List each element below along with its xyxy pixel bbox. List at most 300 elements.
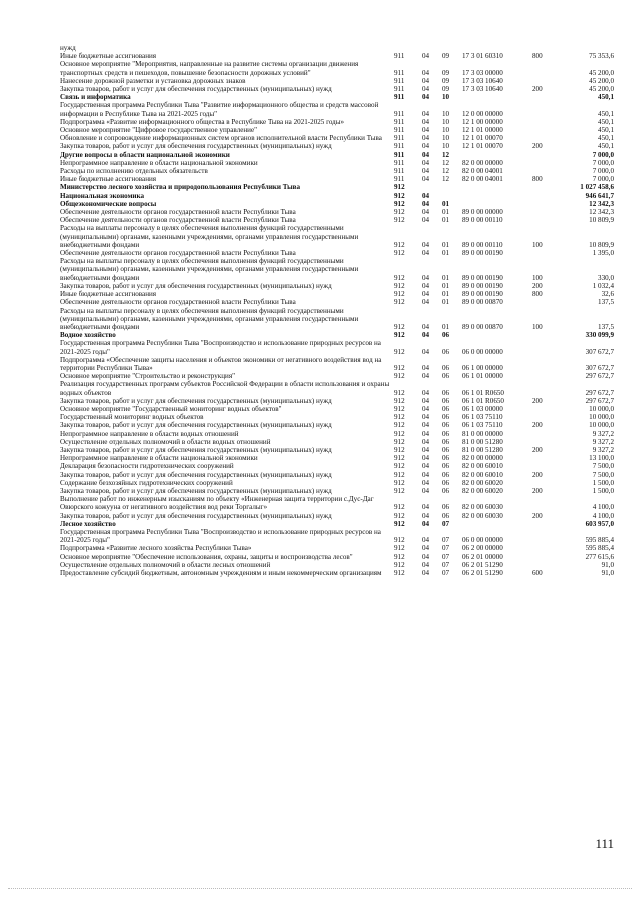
row-section: [422, 44, 442, 52]
row-grbs: 912: [394, 536, 405, 545]
row-section: 04: [422, 560, 430, 569]
row-grbs: 911: [394, 142, 405, 151]
row-expense-type: 200: [532, 142, 543, 151]
row-expense-type: [532, 44, 564, 52]
row-expense-type: [532, 356, 564, 372]
row-amount: 45 200,0: [589, 76, 614, 85]
row-amount: 7 500,0: [592, 470, 614, 479]
row-expense-type: [532, 249, 564, 257]
table-row: [60, 479, 614, 487]
row-section: 04: [422, 199, 430, 208]
row-subsection: 06: [442, 372, 450, 381]
row-name: Обеспечение деятельности органов государственной власти Республики Тыва: [60, 249, 296, 258]
row-amount: 137,5: [598, 322, 614, 331]
table-row: [60, 380, 614, 396]
row-name: нужд: [60, 44, 76, 52]
row-section: 04: [422, 331, 430, 340]
row-target-item: [462, 200, 532, 208]
row-grbs: 911: [394, 117, 405, 126]
row-amount: 330 099,9: [585, 331, 614, 340]
row-target-item: 17 3 03 10640: [462, 76, 503, 85]
row-amount: 450,1: [598, 109, 614, 118]
row-grbs: 912: [394, 421, 405, 430]
row-section: 04: [422, 519, 430, 528]
row-name: Непрограммное направление в области национальной экономики: [60, 454, 258, 463]
row-section: 04: [422, 175, 430, 184]
row-amount: 297 672,7: [585, 388, 614, 397]
table-row: [60, 52, 614, 60]
row-name: Обеспечение деятельности органов государственной власти Республики Тыва: [60, 298, 296, 307]
row-expense-type: [532, 454, 564, 462]
row-subsection: 09: [442, 85, 450, 94]
row-section: 04: [422, 322, 430, 331]
row-target-item: 12 1 01 00000: [462, 126, 503, 135]
row-target-item: [462, 520, 532, 528]
row-grbs: 912: [394, 347, 405, 356]
row-subsection: 06: [442, 503, 450, 512]
row-expense-type: 600: [532, 569, 543, 577]
row-expense-type: 200: [532, 486, 543, 495]
row-amount: 9 327,2: [592, 437, 614, 446]
row-grbs: 912: [394, 298, 405, 307]
table-row: [60, 446, 614, 454]
row-expense-type: [532, 528, 564, 544]
row-grbs: 912: [394, 249, 405, 258]
row-grbs: 912: [394, 486, 405, 495]
row-grbs: 912: [394, 503, 405, 512]
row-subsection: 06: [442, 396, 450, 405]
row-amount: 450,1: [598, 134, 614, 143]
row-target-item: [462, 151, 532, 159]
row-name: Обеспечение деятельности органов государственной власти Республики Тыва: [60, 216, 296, 225]
table-row: [60, 331, 614, 339]
row-target-item: [462, 44, 532, 52]
row-expense-type: [532, 93, 564, 101]
row-expense-type: 200: [532, 421, 543, 430]
row-amount: 10 000,0: [589, 413, 614, 422]
row-name: Основное мероприятие "Мероприятия, направленные на развитие системы организации движения транспортных средств и пешеходов, повышение безопасности дорожных условий": [60, 60, 359, 77]
row-subsection: 06: [442, 421, 450, 430]
row-section: 04: [422, 404, 430, 413]
row-target-item: 82 0 00 04001: [462, 167, 503, 176]
row-target-item: 89 0 00 00190: [462, 281, 503, 290]
row-section: 04: [422, 347, 430, 356]
row-expense-type: [532, 380, 564, 396]
table-row: [60, 44, 614, 52]
row-subsection: 06: [442, 429, 450, 438]
row-expense-type: [532, 200, 564, 208]
table-row: [60, 249, 614, 257]
row-subsection: 06: [442, 454, 450, 463]
row-amount: 450,1: [598, 142, 614, 151]
row-name: Другие вопросы в области национальной экономики: [60, 150, 230, 159]
row-section: 04: [422, 191, 430, 200]
row-amount: 4 100,0: [592, 503, 614, 512]
row-subsection: 07: [442, 519, 450, 528]
row-target-item: 82 0 00 60030: [462, 503, 503, 512]
row-name: Закупка товаров, работ и услуг для обеспечения государственных (муниципальных) нужд: [60, 511, 332, 520]
row-target-item: 06 1 01 R0650: [462, 388, 504, 397]
row-grbs: 911: [394, 175, 405, 184]
row-subsection: 06: [442, 347, 450, 356]
row-grbs: 911: [394, 52, 405, 61]
row-section: 04: [422, 511, 430, 520]
row-grbs: 911: [394, 109, 405, 118]
row-grbs: 911: [394, 167, 405, 176]
bottom-divider: [8, 888, 632, 889]
row-target-item: 89 0 00 00110: [462, 216, 503, 225]
row-name: Лесное хозяйство: [60, 519, 116, 528]
table-row: [60, 339, 614, 355]
row-amount: 4 100,0: [592, 511, 614, 520]
table-row: [60, 487, 614, 495]
row-subsection: 10: [442, 134, 450, 143]
row-amount: 91,0: [601, 569, 614, 577]
table-row: [60, 553, 614, 561]
row-target-item: 82 0 00 60020: [462, 478, 503, 487]
row-grbs: 912: [394, 437, 405, 446]
row-amount: 7 500,0: [592, 462, 614, 471]
row-section: 04: [422, 298, 430, 307]
row-name: Национальная экономика: [60, 191, 145, 200]
row-name: Нанесение дорожной разметки и установка дорожных знаков: [60, 76, 246, 85]
table-row: [60, 298, 614, 306]
table-row: [60, 471, 614, 479]
table-row: [60, 421, 614, 429]
row-subsection: 10: [442, 126, 450, 135]
row-section: 04: [422, 503, 430, 512]
row-name: Осуществление отдельных полномочий в области лесных отношений: [60, 560, 271, 569]
row-expense-type: [532, 167, 564, 175]
row-name: Государственная программа Республики Тыва "Развитие информационного общества и средств массовой информации в Республике Тыва на 2021-2025 годы": [60, 101, 379, 118]
table-row: [60, 93, 614, 101]
row-subsection: 06: [442, 486, 450, 495]
row-expense-type: [532, 60, 564, 76]
row-name: Иные бюджетные ассигнования: [60, 290, 157, 299]
table-row: [60, 200, 614, 208]
row-expense-type: [532, 77, 564, 85]
row-amount: 12 342,3: [589, 199, 614, 208]
row-section: 04: [422, 437, 430, 446]
row-target-item: 06 1 01 00000: [462, 372, 503, 381]
row-grbs: 911: [394, 158, 405, 167]
row-expense-type: 200: [532, 445, 543, 454]
row-target-item: 06 1 03 75110: [462, 413, 503, 422]
row-name: Осуществление отдельных полномочий в области водных отношений: [60, 437, 271, 446]
row-grbs: 912: [394, 199, 405, 208]
row-target-item: 89 0 00 00190: [462, 290, 503, 299]
row-target-item: 82 0 00 04001: [462, 175, 503, 184]
row-subsection: 06: [442, 404, 450, 413]
table-row: [60, 356, 614, 372]
row-name: Основное мероприятие "Обеспечение использования, охраны, защиты и воспроизводства лесов": [60, 552, 353, 561]
row-expense-type: 200: [532, 281, 543, 290]
row-section: 04: [422, 150, 430, 159]
row-amount: 9 327,2: [592, 429, 614, 438]
row-target-item: 12 1 01 00070: [462, 134, 503, 143]
row-amount: 297 672,7: [585, 372, 614, 381]
row-grbs: 912: [394, 388, 405, 397]
row-grbs: 912: [394, 462, 405, 471]
row-section: 04: [422, 413, 430, 422]
table-row: [60, 142, 614, 150]
row-name: Закупка товаров, работ и услуг для обеспечения государственных (муниципальных) нужд: [60, 281, 332, 290]
row-expense-type: [532, 438, 564, 446]
row-amount: 75 353,6: [589, 52, 614, 61]
row-grbs: 912: [394, 240, 405, 249]
row-target-item: [462, 183, 532, 191]
row-section: 04: [422, 552, 430, 561]
row-section: 04: [422, 167, 430, 176]
row-amount: 10 000,0: [589, 421, 614, 430]
row-target-item: [462, 93, 532, 101]
row-subsection: 09: [442, 68, 450, 77]
row-name: Закупка товаров, работ и услуг для обеспечения государственных (муниципальных) нужд: [60, 85, 332, 94]
row-grbs: 912: [394, 363, 405, 372]
row-grbs: 912: [394, 404, 405, 413]
row-grbs: 912: [394, 331, 405, 340]
row-subsection: 06: [442, 478, 450, 487]
table-row: [60, 462, 614, 470]
row-expense-type: [532, 430, 564, 438]
row-amount: 307 672,7: [585, 347, 614, 356]
row-target-item: 06 0 00 00000: [462, 536, 503, 545]
row-expense-type: [532, 134, 564, 142]
row-expense-type: [532, 413, 564, 421]
row-target-item: 17 3 03 00000: [462, 68, 503, 77]
row-grbs: 911: [394, 76, 405, 85]
table-row: [60, 405, 614, 413]
table-row: [60, 134, 614, 142]
row-grbs: 912: [394, 429, 405, 438]
row-name: Содержание безхозяйных гидротехнических сооружений: [60, 478, 233, 487]
row-target-item: 82 0 00 60010: [462, 462, 503, 471]
row-section: 04: [422, 445, 430, 454]
row-name: Связь и информатика: [60, 93, 131, 102]
row-grbs: 911: [394, 134, 405, 143]
row-section: 04: [422, 421, 430, 430]
table-row: [60, 224, 614, 249]
row-amount: 1 500,0: [592, 486, 614, 495]
row-name: Министерство лесного хозяйства и природопользования Республики Тыва: [60, 183, 301, 192]
row-target-item: 81 0 00 00000: [462, 429, 503, 438]
table-row: [60, 544, 614, 552]
row-name: Государственная программа Республики Тыва "Воспроизводство и использование природных ресурсов на 2021-2025 годы": [60, 527, 381, 545]
table-row: [60, 454, 614, 462]
row-section: 04: [422, 281, 430, 290]
row-name: Государственная программа Республики Тыва "Воспроизводство и использование природных ресурсов на 2021-2025 годы": [60, 339, 381, 356]
row-section: 04: [422, 396, 430, 405]
row-section: 04: [422, 240, 430, 249]
row-amount: 137,5: [598, 298, 614, 307]
row-grbs: 911: [394, 85, 405, 94]
row-section: 04: [422, 208, 430, 217]
table-row: [60, 569, 614, 577]
row-amount: [564, 44, 614, 52]
row-section: 04: [422, 429, 430, 438]
row-name: Расходы на выплаты персоналу в целях обеспечения выполнения функций государственными (муниципальными) органами, казенными учреждениями, органами управления государственными внебюджетными фондами: [60, 257, 359, 282]
row-expense-type: [532, 495, 564, 511]
row-section: 04: [422, 290, 430, 299]
row-name: Закупка товаров, работ и услуг для обеспечения государственных (муниципальных) нужд: [60, 486, 332, 495]
row-expense-type: [532, 159, 564, 167]
row-expense-type: 100: [532, 240, 543, 249]
row-subsection: [442, 192, 462, 200]
row-name: Основное мероприятие "Цифровое государственное управление": [60, 126, 258, 135]
row-section: 04: [422, 462, 430, 471]
row-expense-type: [532, 372, 564, 380]
row-section: 04: [422, 216, 430, 225]
row-name: Закупка товаров, работ и услуг для обеспечения государственных (муниципальных) нужд: [60, 421, 332, 430]
row-subsection: 06: [442, 413, 450, 422]
row-target-item: 17 3 01 60310: [462, 52, 503, 61]
row-subsection: 06: [442, 462, 450, 471]
table-row: [60, 282, 614, 290]
row-subsection: 01: [442, 281, 450, 290]
row-grbs: 912: [394, 208, 405, 217]
row-subsection: 06: [442, 388, 450, 397]
table-row: [60, 60, 614, 76]
row-grbs: 912: [394, 519, 405, 528]
row-amount: 277 615,6: [585, 552, 614, 561]
row-grbs: 911: [394, 150, 405, 159]
table-row: [60, 307, 614, 332]
row-subsection: 01: [442, 322, 450, 331]
row-grbs: 912: [394, 273, 405, 282]
row-amount: 45 200,0: [589, 68, 614, 77]
row-subsection: 01: [442, 208, 450, 217]
table-row: [60, 192, 614, 200]
row-section: 04: [422, 76, 430, 85]
row-name: Водное хозяйство: [60, 331, 116, 340]
row-subsection: 01: [442, 298, 450, 307]
row-section: 04: [422, 536, 430, 545]
table-row: [60, 528, 614, 544]
row-grbs: 912: [394, 216, 405, 225]
table-row: [60, 413, 614, 421]
row-grbs: 912: [394, 281, 405, 290]
row-amount: 330,0: [598, 273, 614, 282]
row-subsection: 07: [442, 552, 450, 561]
row-expense-type: [532, 520, 564, 528]
row-amount: 7 000,0: [592, 158, 614, 167]
row-target-item: 12 1 00 00000: [462, 117, 503, 126]
row-subsection: 07: [442, 536, 450, 545]
page-number: 111: [595, 836, 614, 851]
table-row: [60, 512, 614, 520]
row-subsection: 01: [442, 290, 450, 299]
row-section: 04: [422, 134, 430, 143]
row-target-item: 82 0 00 60030: [462, 511, 503, 520]
table-row: [60, 118, 614, 126]
row-expense-type: 100: [532, 273, 543, 282]
row-name: Основное мероприятие "Строительство и реконструкция": [60, 372, 235, 381]
row-target-item: 06 0 00 00000: [462, 347, 503, 356]
budget-table-body: [60, 44, 614, 577]
table-row: [60, 159, 614, 167]
row-target-item: 06 2 00 00000: [462, 544, 503, 553]
row-section: 04: [422, 93, 430, 102]
row-section: 04: [422, 126, 430, 135]
row-name: Расходы на выплаты персоналу в целях обеспечения выполнения функций государственными (муниципальными) органами, казенными учреждениями, органами управления государственными внебюджетными фондами: [60, 306, 359, 331]
row-subsection: [442, 183, 462, 191]
table-row: [60, 561, 614, 569]
row-name: Подпрограмма «Обеспечение защиты населения и объектов экономики от негативного воздействия вод на территории Республики Тыва»: [60, 355, 382, 372]
row-subsection: 06: [442, 331, 450, 340]
row-amount: 7 000,0: [592, 167, 614, 176]
row-amount: 7 000,0: [592, 175, 614, 184]
row-subsection: 01: [442, 273, 450, 282]
row-amount: 595 885,4: [585, 544, 614, 553]
table-row: [60, 495, 614, 511]
row-grbs: 912: [394, 183, 405, 192]
row-expense-type: [532, 544, 564, 552]
row-expense-type: 800: [532, 175, 543, 184]
row-grbs: 912: [394, 560, 405, 569]
row-expense-type: [532, 339, 564, 355]
row-subsection: 12: [442, 150, 450, 159]
row-subsection: [442, 44, 462, 52]
row-amount: 946 641,7: [585, 191, 614, 200]
row-expense-type: [532, 405, 564, 413]
row-grbs: 912: [394, 470, 405, 479]
row-subsection: 10: [442, 109, 450, 118]
row-amount: 595 885,4: [585, 536, 614, 545]
row-subsection: 07: [442, 560, 450, 569]
row-amount: 10 809,9: [589, 216, 614, 225]
row-expense-type: [532, 192, 564, 200]
row-subsection: 09: [442, 76, 450, 85]
row-target-item: 06 2 01 51290: [462, 569, 503, 577]
table-row: [60, 175, 614, 183]
row-target-item: 81 0 00 51280: [462, 437, 503, 446]
row-expense-type: 100: [532, 322, 543, 331]
row-subsection: 01: [442, 199, 450, 208]
row-target-item: 06 1 03 00000: [462, 404, 503, 413]
row-amount: 13 100,0: [589, 454, 614, 463]
row-subsection: 10: [442, 93, 450, 102]
row-name: Расходы по исполнению отдельных обязательств: [60, 167, 208, 176]
row-section: 04: [422, 372, 430, 381]
row-amount: 45 200,0: [589, 85, 614, 94]
document-page: [60, 44, 614, 577]
row-amount: 10 000,0: [589, 404, 614, 413]
row-expense-type: [532, 208, 564, 216]
table-row: [60, 167, 614, 175]
row-target-item: 06 2 01 51290: [462, 560, 503, 569]
row-name: Непрограммное направление в области национальной экономики: [60, 158, 258, 167]
row-target-item: 17 3 03 10640: [462, 85, 503, 94]
row-target-item: 06 1 01 R0650: [462, 396, 504, 405]
row-subsection: 09: [442, 52, 450, 61]
row-section: 04: [422, 454, 430, 463]
row-expense-type: [532, 216, 564, 224]
row-amount: 450,1: [598, 93, 614, 102]
row-subsection: 07: [442, 569, 450, 577]
row-subsection: 06: [442, 470, 450, 479]
row-target-item: 89 0 00 00110: [462, 240, 503, 249]
row-section: 04: [422, 470, 430, 479]
row-subsection: 06: [442, 445, 450, 454]
row-expense-type: 800: [532, 290, 543, 299]
row-expense-type: 800: [532, 52, 543, 61]
row-section: 04: [422, 52, 430, 61]
row-amount: 603 957,0: [585, 519, 614, 528]
row-amount: 297 672,7: [585, 396, 614, 405]
row-section: 04: [422, 85, 430, 94]
row-subsection: 06: [442, 437, 450, 446]
row-name: Подпрограмма «Развитие информационного общества в Республике Тыва на 2021-2025 годы»: [60, 117, 345, 126]
